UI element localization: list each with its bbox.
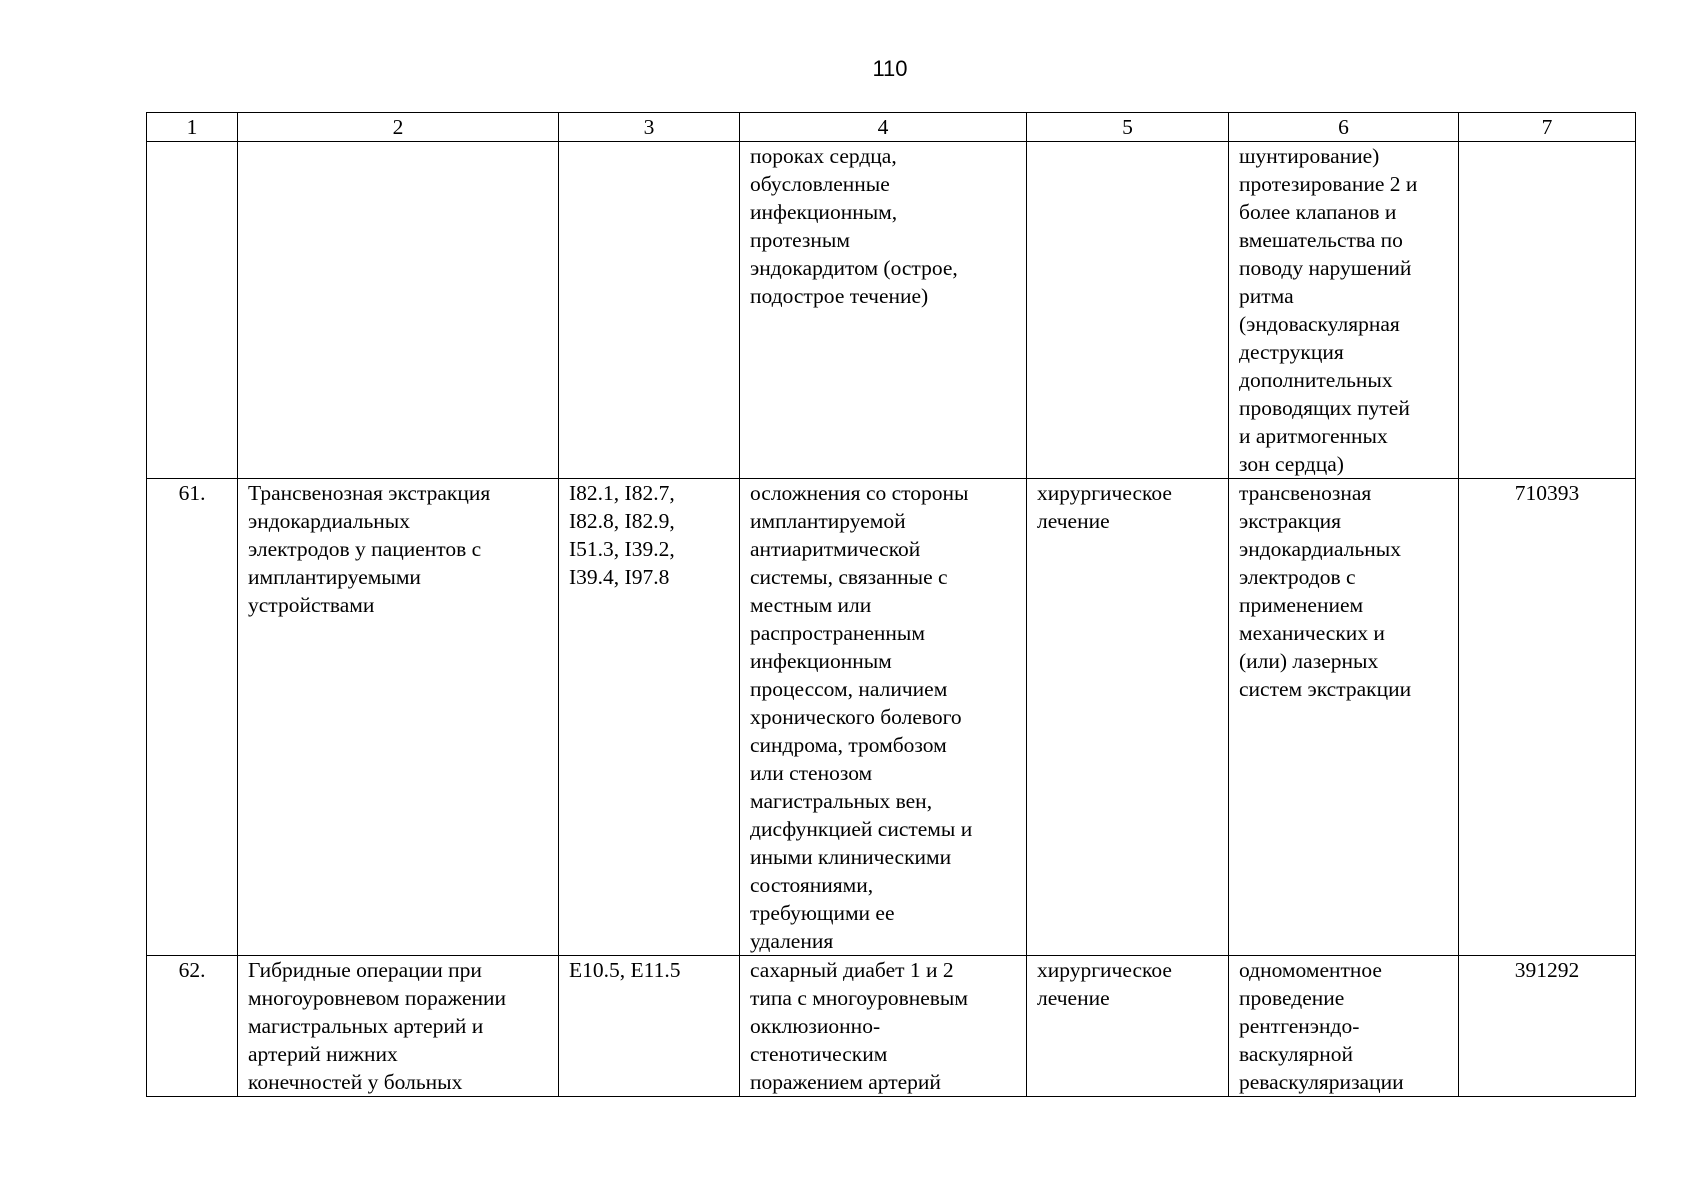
row-number: 62.: [147, 956, 238, 1097]
table-header-row: [147, 113, 1636, 142]
row-number: [147, 142, 238, 479]
row-codes: I82.1, I82.7, I82.8, I82.9, I51.3, I39.2, I39.4, I97.8: [559, 479, 740, 956]
row-codes: E10.5, E11.5: [559, 956, 740, 1097]
row-treatment: хирургическое лечение: [1027, 956, 1229, 1097]
services-table: [146, 112, 1636, 1097]
row-number: 61.: [147, 479, 238, 956]
column-header: 6: [1229, 113, 1459, 142]
row-price: 710393: [1459, 479, 1636, 956]
row-name: Гибридные операции при многоуровневом поражении магистральных артерий и артерий нижних конечностей у больных: [238, 956, 559, 1097]
table-row: [147, 479, 1636, 956]
row-indication: пороках сердца, обусловленные инфекционным, протезным эндокардитом (острое, подострое течение): [740, 142, 1027, 479]
row-name: [238, 142, 559, 479]
row-codes: [559, 142, 740, 479]
column-header: 3: [559, 113, 740, 142]
row-price: 391292: [1459, 956, 1636, 1097]
row-name: Трансвенозная экстракция эндокардиальных электродов у пациентов с имплантируемыми устройствами: [238, 479, 559, 956]
row-treatment: [1027, 142, 1229, 479]
table-row: [147, 142, 1636, 479]
row-method: трансвенозная экстракция эндокардиальных электродов с применением механических и (или) лазерных систем экстракции: [1229, 479, 1459, 956]
column-header: 1: [147, 113, 238, 142]
row-method: одномоментное проведение рентгенэндо- васкулярной реваскуляризации: [1229, 956, 1459, 1097]
table-row: [147, 956, 1636, 1097]
column-header: 2: [238, 113, 559, 142]
page-number: 110: [872, 56, 908, 81]
row-indication: сахарный диабет 1 и 2 типа с многоуровневым окклюзионно- стенотическим поражением артерий: [740, 956, 1027, 1097]
row-method: шунтирование) протезирование 2 и более клапанов и вмешательства по поводу нарушений ритма (эндоваскулярная деструкция дополнительных проводящих путей и аритмогенных зон сердца): [1229, 142, 1459, 479]
column-header: 5: [1027, 113, 1229, 142]
row-indication: осложнения со стороны имплантируемой антиаритмической системы, связанные с местным или распространенным инфекционным процессом, наличием хронического болевого синдрома, тромбозом или стенозом магистральных вен, дисфункцией системы и иными клиническими состояниями, требующими ее удаления: [740, 479, 1027, 956]
row-price: [1459, 142, 1636, 479]
column-header: 7: [1459, 113, 1636, 142]
row-treatment: хирургическое лечение: [1027, 479, 1229, 956]
column-header: 4: [740, 113, 1027, 142]
